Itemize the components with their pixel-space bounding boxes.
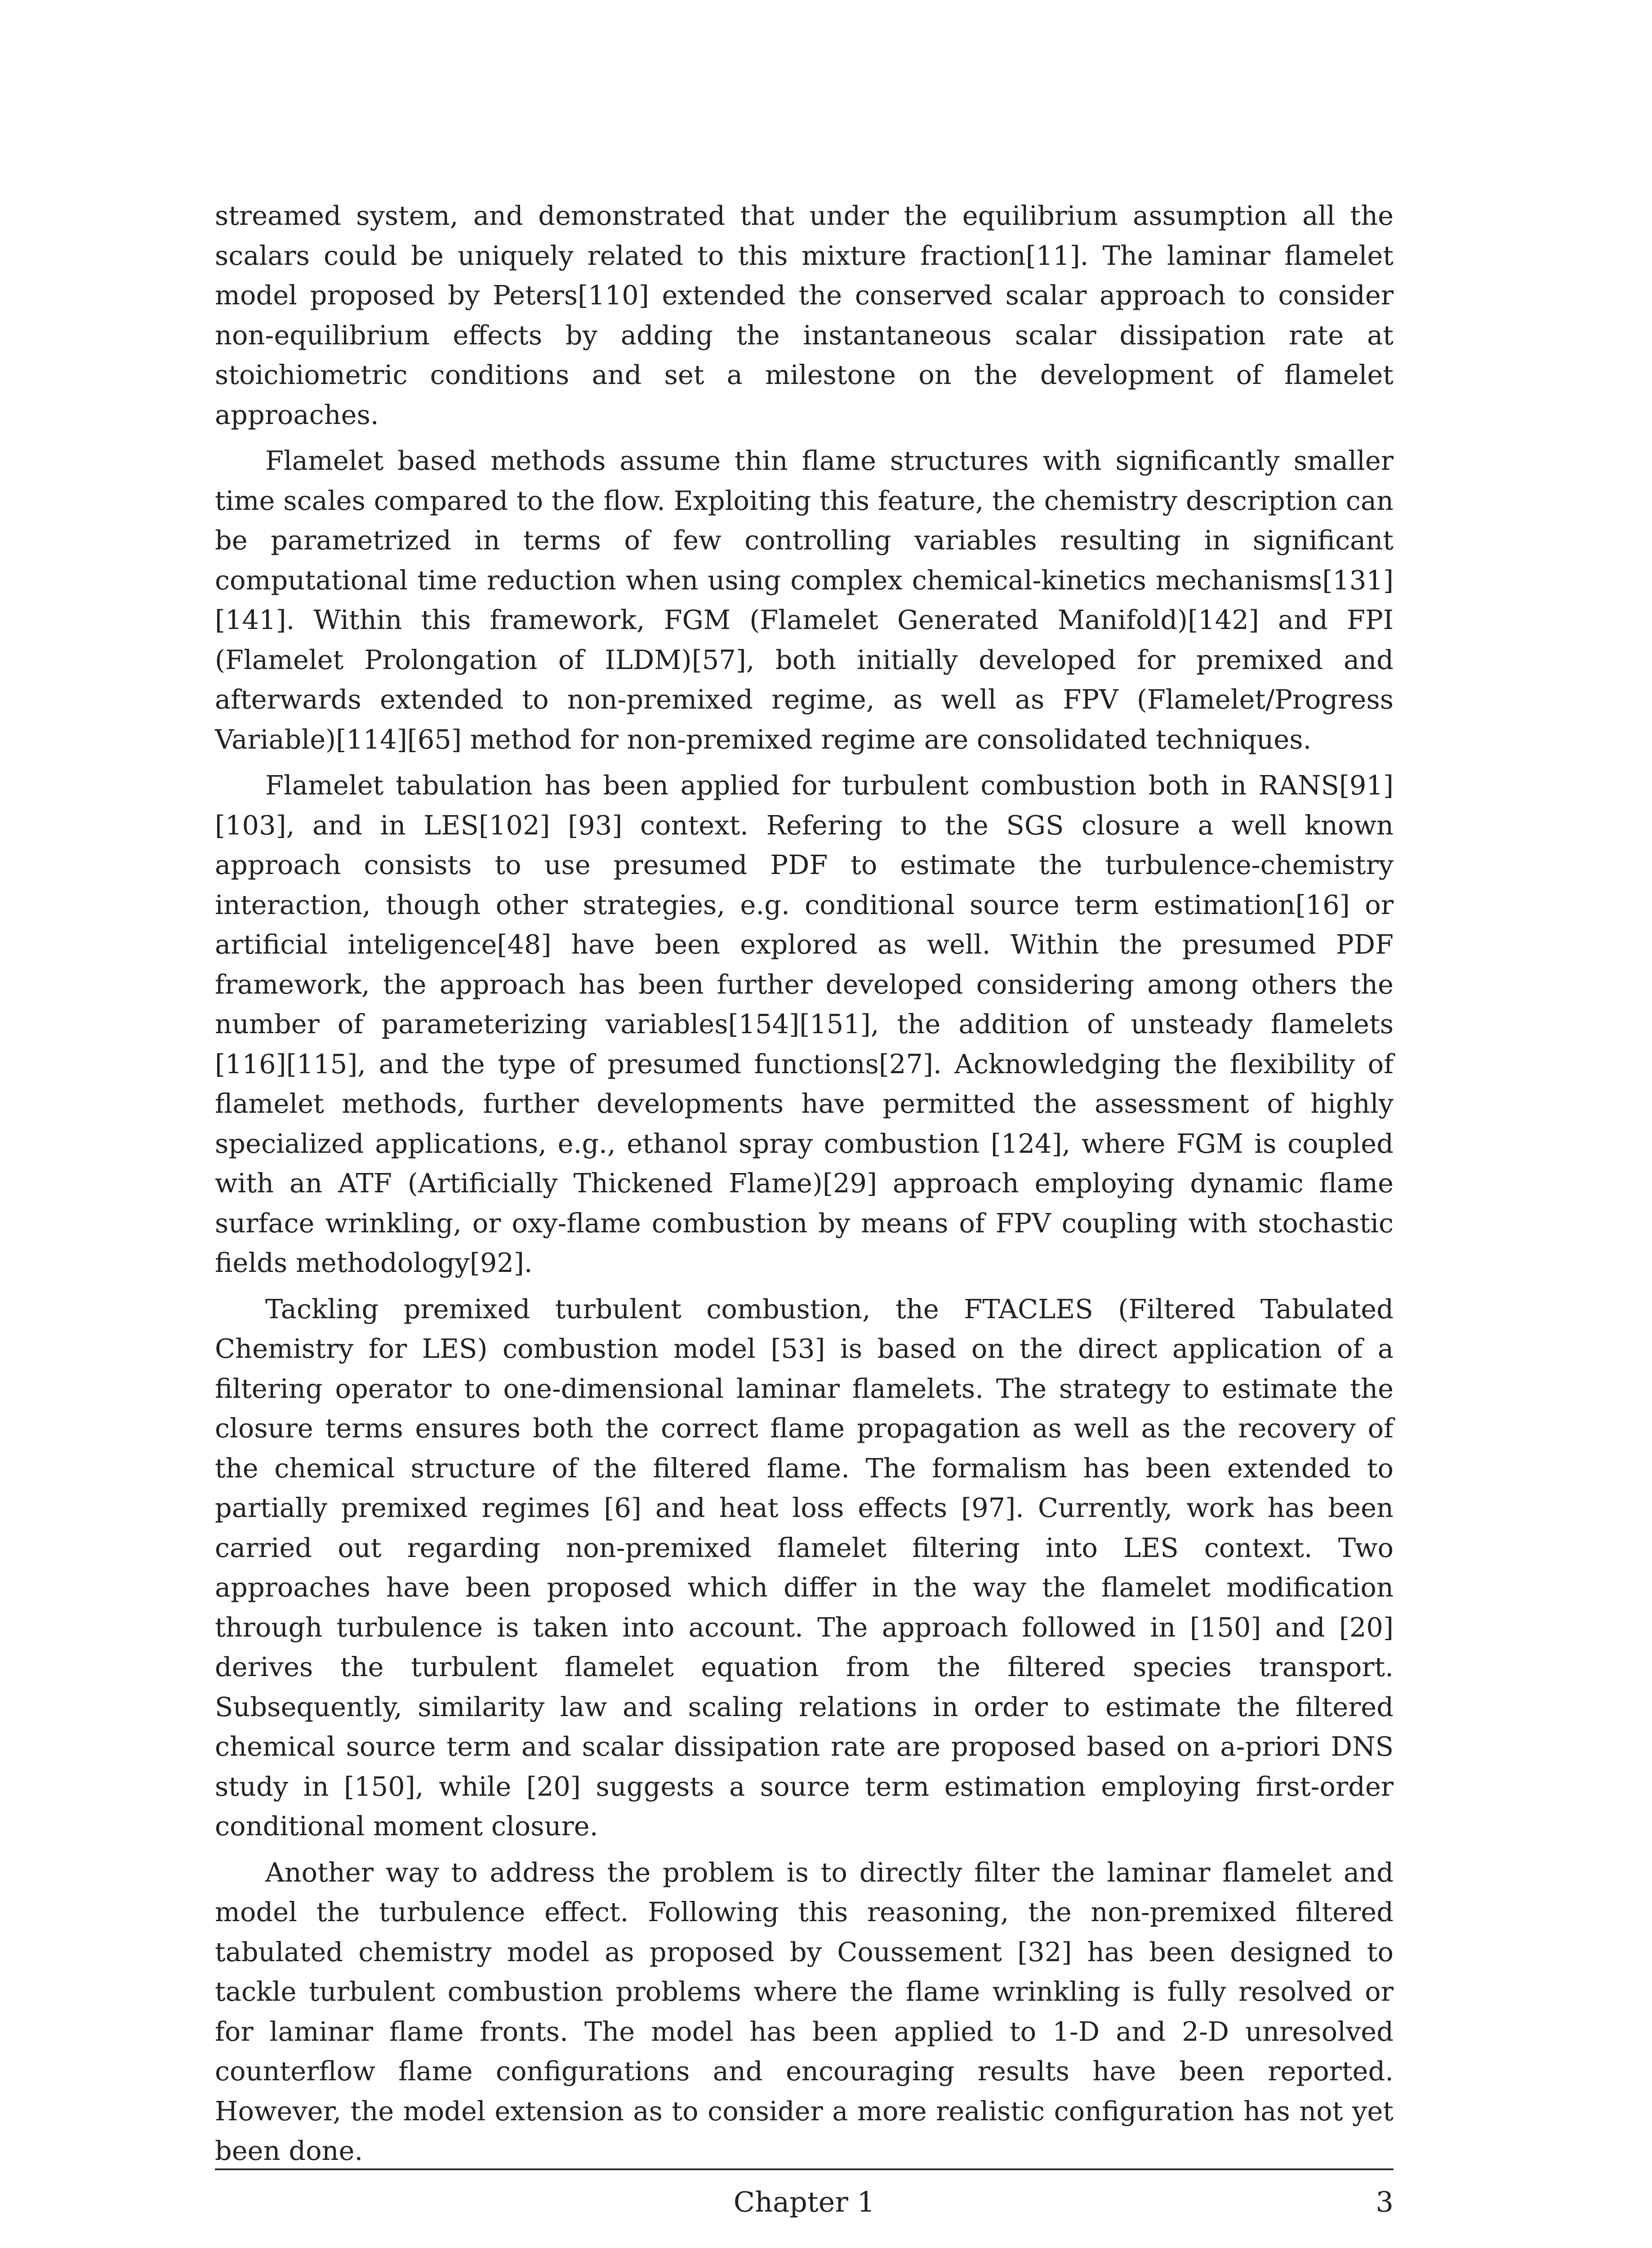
footer-page-number: 3: [1376, 2186, 1394, 2218]
body-text: [215, 196, 1394, 2177]
footer-rule: [215, 2168, 1394, 2170]
paragraph-4: Tackling premixed turbulent combustion, the FTACLES (Filtered Tabulated Chemistry for LES) combustion model [53] is based on the direct application of a filtering operator to one-dimensional laminar flamelets. The strategy to estimate the closure terms ensures both the correct flame propagation as well as the recovery of the chemical structure of the filtered flame. The formalism has been extended to partially premixed regimes [6] and heat loss effects [97]. Currently, work has been carried out regarding non-premixed flamelet filtering into LES context. Two approaches have been proposed which differ in the way the flamelet modification through turbulence is taken into account. The approach followed in [150] and [20] derives the turbulent flamelet equation from the filtered species transport. Subsequently, similarity law and scaling relations in order to estimate the filtered chemical source term and scalar dissipation rate are proposed based on a-priori DNS study in [150], while [20] suggests a source term estimation employing first-order conditional moment closure.: [215, 1293, 1394, 1842]
paragraph-3: Flamelet tabulation has been applied for turbulent combustion both in RANS[91] [103], and in LES[102] [93] context. Refering to the SGS closure a well known approach consists to use presumed PDF to estimate the turbulence-chemistry interaction, though other strategies, e.g. conditional source term estimation[16] or artificial inteligence[48] have been explored as well. Within the presumed PDF framework, the approach has been further developed considering among others the number of parameterizing variables[154][151], the addition of unsteady flamelets [116][115], and the type of presumed functions[27]. Acknowledging the flexibility of flamelet methods, further developments have permitted the assessment of highly specialized applications, e.g., ethanol spray combustion [124], where FGM is coupled with an ATF (Artificially Thickened Flame)[29] approach employing dynamic flame surface wrinkling, or oxy-flame combustion by means of FPV coupling with stochastic fields methodology[92].: [215, 770, 1394, 1278]
footer-chapter-label: Chapter 1: [733, 2186, 875, 2218]
paragraph-1: streamed system, and demonstrated that under the equilibrium assumption all the scalars could be uniquely related to this mixture fraction[11]. The laminar flamelet model proposed by Peters[110] extended the conserved scalar approach to consider non-equilibrium effects by adding the instantaneous scalar dissipation rate at stoichiometric conditions and set a milestone on the development of flamelet approaches.: [215, 200, 1394, 430]
paragraph-2: Flamelet based methods assume thin flame structures with significantly smaller time scales compared to the flow. Exploiting this feature, the chemistry description can be parametrized in terms of few controlling variables resulting in significant computational time reduction when using complex chemical-kinetics mechanisms[131][141]. Within this framework, FGM (Flamelet Generated Manifold)[142] and FPI (Flamelet Prolongation of ILDM)[57], both initially developed for premixed and afterwards extended to non-premixed regime, as well as FPV (Flamelet/Progress Variable)[114][65] method for non-premixed regime are consolidated techniques.: [215, 445, 1394, 755]
paragraph-5: Another way to address the problem is to directly filter the laminar flamelet and model the turbulence effect. Following this reasoning, the non-premixed filtered tabulated chemistry model as proposed by Coussement [32] has been designed to tackle turbulent combustion problems where the flame wrinkling is fully resolved or for laminar flame fronts. The model has been applied to 1-D and 2-D unresolved counterflow flame configurations and encouraging results have been reported. However, the model extension as to consider a more realistic configuration has not yet been done.: [215, 1856, 1394, 2166]
